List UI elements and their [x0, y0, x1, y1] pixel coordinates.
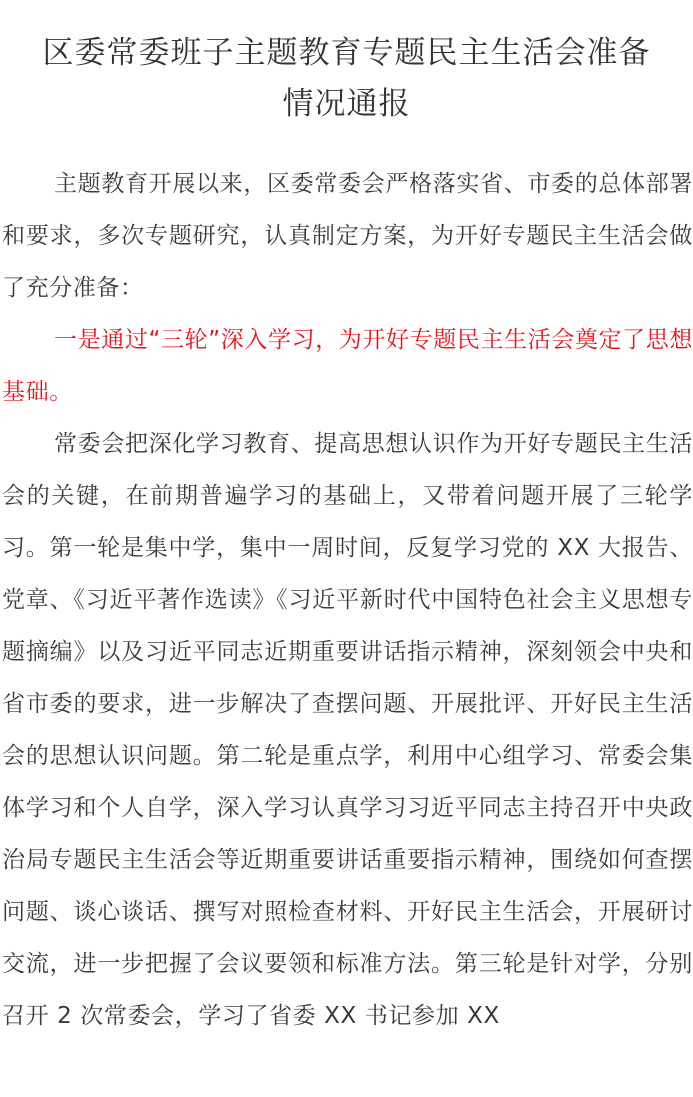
study-rounds-paragraph: 常委会把深化学习教育、提高思想认识作为开好专题民主生活会的关键，在前期普遍学习的基础上，又带着问题开展了三轮学习。第一轮是集中学，集中一周时间，反复学习党的 XX 大报告、党章、《习近平著作选读》《习近平新时代中国特色社会主义思想专题摘编》以及习近平同志近期重要讲话指示精神，深刻领会中央和省市委的要求，进一步解决了查摆问题、开展批评、开好民主生活会的思想认识问题。第二轮是重点学，利用中心组学习、常委会集体学习和个人自学，深入学习认真学习习近平同志主持召开中央政治局专题民主生活会等近期重要讲话重要指示精神，围绕如何查摆问题、谈心谈话、撰写对照检查材料、开好民主生活会，开展研讨交流，进一步把握了会议要领和标准方法。第三轮是针对学，分别召开 2 次常委会，学习了省委 XX 书记参加 XX [2, 431, 693, 1029]
title-line-1: 区委常委班子主题教育专题民主生活会准备 [42, 35, 651, 71]
document-title [0, 28, 693, 130]
intro-paragraph: 主题教育开展以来，区委常委会严格落实省、市委的总体部署和要求，多次专题研究，认真制定方案，为开好专题民主生活会做了充分准备： [2, 171, 693, 301]
document-body [0, 158, 693, 1042]
highlighted-heading-paragraph: 一是通过“三轮”深入学习，为开好专题民主生活会奠定了思想基础。 [2, 327, 693, 405]
title-line-2: 情况通报 [282, 86, 411, 122]
